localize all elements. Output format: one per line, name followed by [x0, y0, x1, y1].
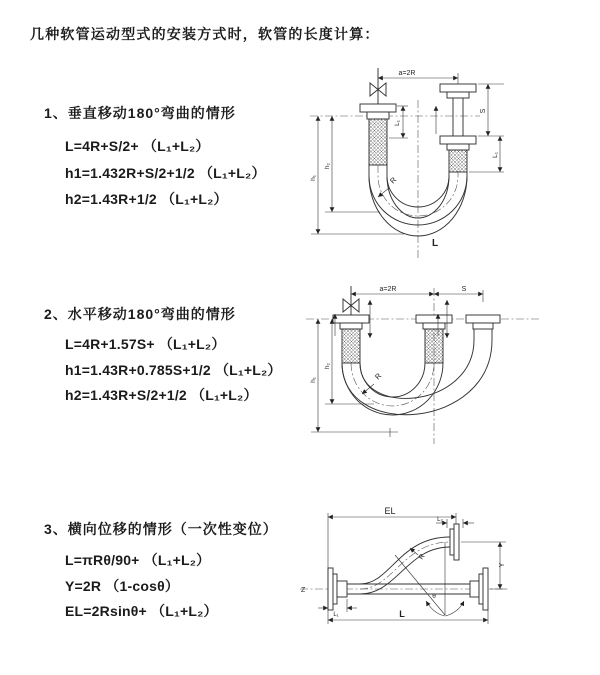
hose-s-curve: [360, 537, 450, 594]
braided-hose-section: [449, 150, 467, 172]
dim-label-l2: L₂: [437, 517, 443, 523]
dim-label-l1-right: L₁: [492, 152, 499, 158]
section-2-formula-h1: h1=1.43R+0.785S+1/2 （L₁+L₂）: [65, 362, 282, 378]
dim-label-a2r: a=2R: [398, 70, 416, 77]
dim-label-l1-left: L₁: [394, 120, 401, 126]
section-1-formula-l: L=4R+S/2+ （L₁+L₂）: [65, 138, 210, 154]
dim-label-el: EL: [384, 506, 396, 516]
section-3-formula-l: L=πRθ/90+ （L₁+L₂）: [65, 552, 211, 568]
dimension-width-and-s: [351, 286, 483, 302]
left-flange: [360, 104, 396, 165]
valve-icon: [370, 68, 386, 104]
hose-u-bends: [342, 340, 492, 437]
section-1-heading: 1、垂直移动180°弯曲的情形: [44, 105, 236, 121]
section-3-formula-el: EL=2Rsinθ+ （L₁+L₂）: [65, 603, 218, 619]
right-flange-stack: [436, 84, 476, 172]
centerline-mark: Z: [301, 587, 306, 594]
dim-label-s: S: [480, 108, 487, 114]
dimension-l1: [318, 599, 357, 618]
centerlines: [306, 288, 541, 444]
dim-label-l: L: [399, 609, 405, 619]
section-3-heading: 3、横向位移的情形（一次性变位）: [44, 521, 278, 537]
dim-label-h2: h₂: [324, 162, 331, 170]
braided-hose-section: [369, 119, 387, 165]
section-3-formula-y: Y=2R （1-cosθ）: [65, 578, 180, 594]
dim-label-h2: h₂: [324, 362, 331, 370]
flanges: [333, 315, 500, 363]
radius-label: R: [388, 175, 399, 186]
upper-flange: [450, 524, 459, 560]
section-2-heading: 2、水平移动180°弯曲的情形: [44, 306, 236, 322]
diagram-vertical-180-bend: [308, 64, 592, 262]
diagram-lateral-displacement: [298, 502, 596, 642]
valve-icon: [343, 286, 359, 315]
dimension-l: [328, 609, 488, 624]
braided-hose-section: [425, 329, 443, 363]
dim-label-y: Y: [499, 562, 506, 568]
dimension-s-and-l1-right: [469, 84, 504, 172]
angle-label: θ: [432, 593, 436, 600]
section-2-formula-h2: h2=1.43R+S/2+1/2 （L₁+L₂）: [65, 387, 258, 403]
dimension-width: [378, 70, 458, 84]
radius-label: R: [417, 552, 427, 562]
length-label: L: [432, 238, 439, 249]
dim-label-h1: h₁: [310, 175, 317, 181]
dim-label-s: S: [461, 286, 467, 293]
section-2-formula-l: L=4R+1.57S+ （L₁+L₂）: [65, 336, 226, 352]
braided-hose-section: [342, 329, 360, 363]
page-title: 几种软管运动型式的安装方式时，软管的长度计算：: [30, 26, 380, 42]
dim-label-h1: h₁: [310, 377, 317, 383]
section-1-formula-h1: h1=1.432R+S/2+1/2 （L₁+L₂）: [65, 165, 266, 181]
radius-label: R: [373, 371, 384, 382]
diagram-horizontal-180-bend: [306, 282, 596, 460]
dim-label-l1: L₁: [333, 612, 339, 618]
section-1-formula-h2: h2=1.43R+1/2 （L₁+L₂）: [65, 191, 228, 207]
dim-label-a2r: a=2R: [379, 286, 397, 293]
left-flange: [328, 568, 347, 610]
